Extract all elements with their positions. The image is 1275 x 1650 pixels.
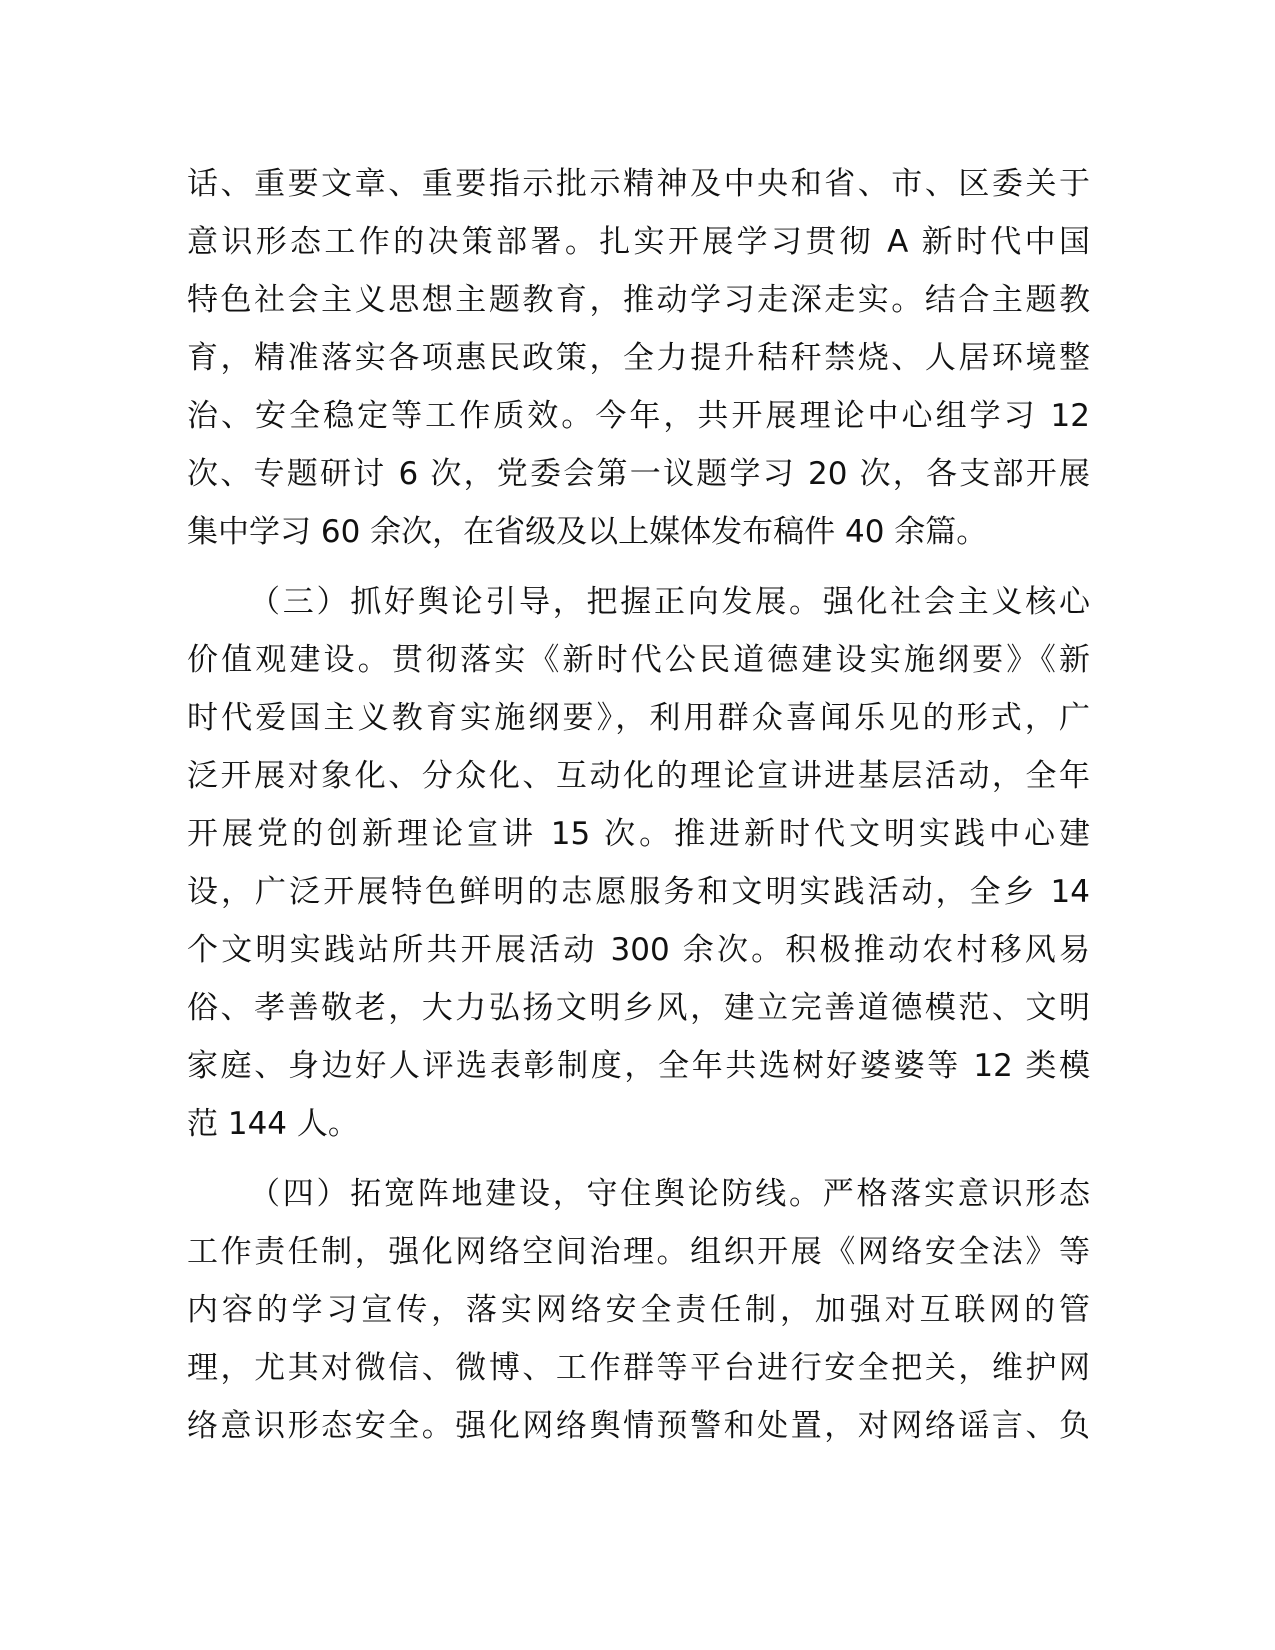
text-line: 开展党的创新理论宣讲 15 次。推进新时代文明实践中心建	[187, 816, 1090, 852]
text-line: 价值观建设。贯彻落实《新时代公民道德建设实施纲要》《新	[187, 642, 1090, 678]
text-line: 治、安全稳定等工作质效。今年，共开展理论中心组学习 12	[187, 398, 1090, 434]
text-line: 意识形态工作的决策部署。扎实开展学习贯彻 A 新时代中国	[187, 224, 1090, 260]
text-line: 次、专题研讨 6 次，党委会第一议题学习 20 次，各支部开展	[187, 456, 1090, 492]
paragraph-p2	[187, 573, 1090, 1153]
text-line: 话、重要文章、重要指示批示精神及中央和省、市、区委关于	[187, 166, 1090, 202]
text-line: 俗、孝善敬老，大力弘扬文明乡风，建立完善道德模范、文明	[187, 990, 1090, 1026]
document-body	[187, 155, 1090, 1455]
text-line: 泛开展对象化、分众化、互动化的理论宣讲进基层活动，全年	[187, 758, 1090, 794]
text-line: 工作责任制，强化网络空间治理。组织开展《网络安全法》等	[187, 1234, 1090, 1270]
text-line: （四）拓宽阵地建设，守住舆论防线。严格落实意识形态	[249, 1176, 1090, 1212]
text-line: 个文明实践站所共开展活动 300 余次。积极推动农村移风易	[187, 932, 1090, 968]
text-line: 内容的学习宣传，落实网络安全责任制，加强对互联网的管	[187, 1292, 1090, 1328]
text-line: 家庭、身边好人评选表彰制度，全年共选树好婆婆等 12 类模	[187, 1048, 1090, 1084]
paragraph-p1	[187, 155, 1090, 561]
text-line: 范 144 人。	[187, 1106, 359, 1142]
text-line: 络意识形态安全。强化网络舆情预警和处置，对网络谣言、负	[187, 1408, 1090, 1444]
paragraph-spacer	[187, 1153, 1090, 1165]
text-line: 理，尤其对微信、微博、工作群等平台进行安全把关，维护网	[187, 1350, 1090, 1386]
paragraph-p3	[187, 1165, 1090, 1455]
text-line: 特色社会主义思想主题教育，推动学习走深走实。结合主题教	[187, 282, 1090, 318]
text-line: 育，精准落实各项惠民政策，全力提升秸秆禁烧、人居环境整	[187, 340, 1090, 376]
text-line: （三）抓好舆论引导，把握正向发展。强化社会主义核心	[249, 584, 1090, 620]
text-line: 时代爱国主义教育实施纲要》，利用群众喜闻乐见的形式，广	[187, 700, 1090, 736]
text-line: 集中学习 60 余次，在省级及以上媒体发布稿件 40 余篇。	[187, 514, 988, 550]
text-line: 设，广泛开展特色鲜明的志愿服务和文明实践活动，全乡 14	[187, 874, 1090, 910]
paragraph-spacer	[187, 561, 1090, 573]
